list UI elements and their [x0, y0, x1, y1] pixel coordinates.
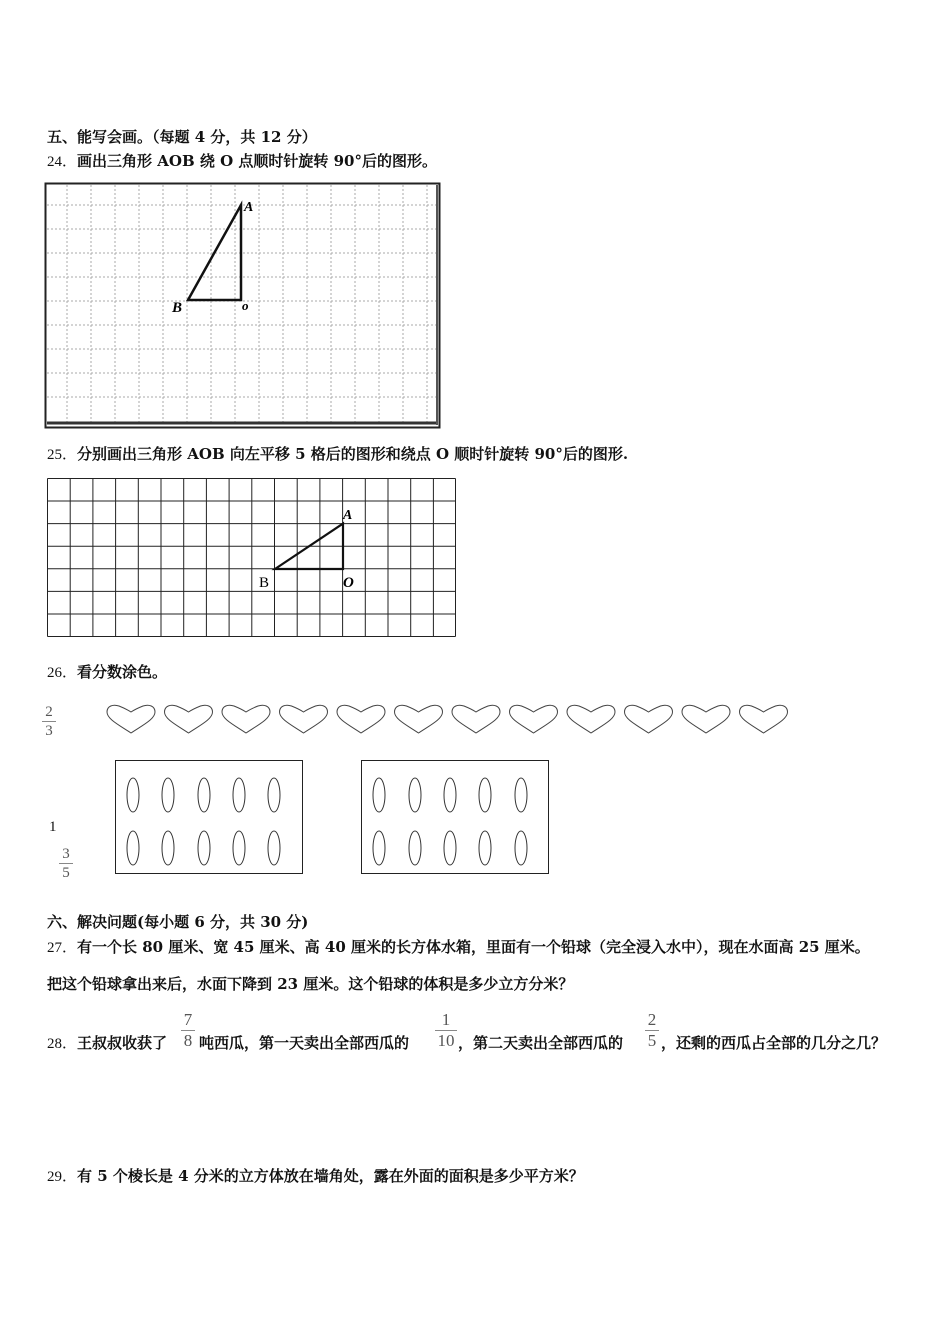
question-27-number: 27． — [47, 940, 78, 956]
q26-fraction-two-thirds — [42, 704, 56, 739]
q24-label-a: A — [244, 200, 254, 215]
question-28-text-2: 吨西瓜，第一天卖出全部西瓜的 — [199, 1034, 410, 1052]
q26-ovals-box-1 — [115, 760, 305, 875]
heart-shape — [222, 705, 270, 733]
question-28-text-1: 王叔叔收获了 — [77, 1034, 168, 1052]
q26-ovals-box-2 — [361, 760, 551, 875]
q24-grid-figure — [45, 183, 441, 429]
heart-shape — [280, 705, 328, 733]
q26-hearts-row — [105, 703, 795, 737]
q25-grid-figure — [47, 478, 457, 638]
question-28-text-4: ，还剩的西瓜占全部的几分之几？ — [661, 1034, 887, 1052]
question-28-number: 28． — [47, 1036, 78, 1052]
q26-frac1-numerator: 2 — [45, 704, 53, 720]
question-27-line-1 — [47, 937, 870, 958]
section-five-title: 五、能写会画。（每题 4 分，共 12 分） — [47, 128, 317, 146]
q28-frac1-numerator: 7 — [183, 1010, 193, 1029]
question-28 — [47, 1033, 167, 1054]
q24-label-b: B — [172, 300, 183, 316]
question-29-text: 有 5 个棱长是 4 分米的立方体放在墙角处，露在外面的面积是多少平方米？ — [77, 1167, 584, 1185]
heart-shape — [740, 705, 788, 733]
question-29-number: 29． — [47, 1169, 78, 1185]
q25-label-o: O — [343, 575, 354, 591]
question-24-number: 24． — [47, 154, 78, 170]
q26-frac2-numerator: 3 — [62, 846, 70, 862]
q28-frac3-numerator: 2 — [647, 1010, 657, 1029]
q28-frac2-denominator: 10 — [437, 1031, 455, 1050]
question-26-number: 26． — [47, 665, 78, 681]
q28-fraction-one-tenth — [435, 1011, 457, 1050]
question-28-text-3: ，第二天卖出全部西瓜的 — [458, 1034, 624, 1052]
heart-shape — [395, 705, 443, 733]
q26-frac1-denominator: 3 — [45, 723, 53, 739]
question-24 — [47, 151, 437, 172]
question-24-text: 画出三角形 AOB 绕 O 点顺时针旋转 90°后的图形。 — [77, 152, 437, 170]
heart-shape — [452, 705, 500, 733]
question-27-text-1: 有一个长 80 厘米、宽 45 厘米、高 40 厘米的长方体水箱，里面有一个铅球（完全浸入水中），现在水面高 25 厘米。 — [77, 938, 870, 956]
q26-fraction-three-fifths — [59, 846, 73, 881]
fraction-bar — [59, 863, 73, 864]
question-25-number: 25． — [47, 447, 78, 463]
heart-shape — [682, 705, 730, 733]
heart-shape — [510, 705, 558, 733]
q28-frac2-numerator: 1 — [441, 1010, 451, 1029]
heart-shape — [567, 705, 615, 733]
q26-mixed-whole: 1 — [49, 819, 57, 835]
heart-shape — [337, 705, 385, 733]
question-25-text: 分别画出三角形 AOB 向左平移 5 格后的图形和绕点 O 顺时针旋转 90°后的图形. — [77, 445, 629, 463]
question-29 — [47, 1166, 584, 1187]
question-26-text: 看分数涂色。 — [77, 663, 168, 681]
q26-frac2-denominator: 5 — [62, 865, 70, 881]
heart-shape — [107, 705, 155, 733]
question-26 — [47, 662, 167, 683]
question-27-line-2: 把这个铅球拿出来后，水面下降到 23 厘米。这个铅球的体积是多少立方分米？ — [47, 975, 574, 993]
q28-frac3-denominator: 5 — [647, 1031, 657, 1050]
heart-shape — [165, 705, 213, 733]
heart-shape — [625, 705, 673, 733]
q25-label-a: A — [343, 508, 353, 523]
question-25 — [47, 444, 628, 465]
q28-fraction-seven-eighths — [181, 1011, 195, 1050]
q25-label-b: B — [259, 575, 270, 591]
fraction-bar — [42, 721, 56, 722]
q28-frac1-denominator: 8 — [183, 1031, 193, 1050]
q25-grid-lines — [48, 479, 456, 637]
q28-fraction-two-fifths — [645, 1011, 659, 1050]
section-six-title: 六、解决问题(每小题 6 分，共 30 分) — [47, 913, 309, 931]
q24-label-o: o — [242, 298, 249, 313]
